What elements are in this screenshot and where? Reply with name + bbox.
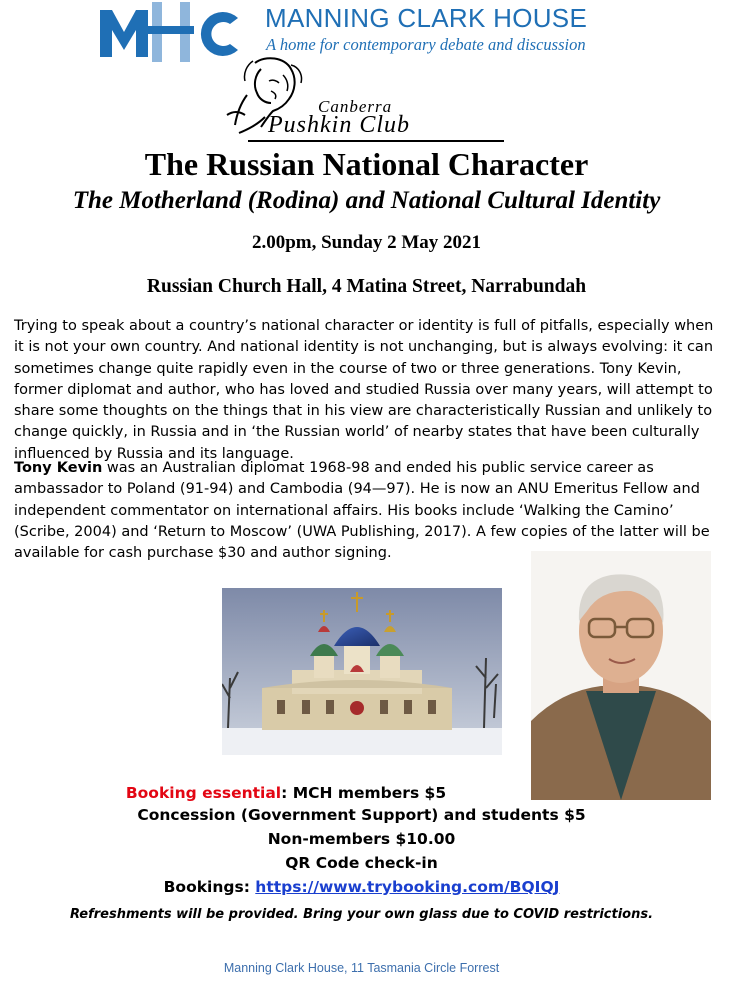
- concession-price: Concession (Government Support) and students $5: [137, 806, 586, 824]
- bookings-label: Bookings:: [163, 878, 256, 896]
- footer-address: Manning Clark House, 11 Tasmania Circle Forrest: [223, 961, 500, 975]
- booking-link[interactable]: https://www.trybooking.com/BQIQJ: [255, 878, 560, 896]
- org-name: MANNING CLARK HOUSE: [265, 3, 588, 33]
- speaker-bio-paragraph: [14, 458, 726, 564]
- event-title: The Russian National Character: [144, 146, 589, 182]
- event-venue: Russian Church Hall, 4 Matina Street, Narrabundah: [146, 276, 587, 297]
- club-name-line1: Canberra: [318, 97, 393, 116]
- description-paragraph: Trying to speak about a country’s national character or identity is full of pitfalls, especially when it is not your own country. And national identity is not unchanging, but is always evolving: it can sometimes change quite rapidly even in the course of two or three generations. Tony Kevin, former diplomat and author, who has loved and studied Russia over many years, will attempt to share some thoughts on the things that in his view are characteristically Russian and unlikely to change quickly, in Russia and in ‘the Russian world’ of nearby states that have been culturally influenced by Russia and its language.: [14, 318, 714, 462]
- event-subtitle: The Motherland (Rodina) and National Cultural Identity: [72, 187, 661, 214]
- church-photo: [222, 588, 502, 755]
- bookings-line: [0, 878, 723, 896]
- speaker-bio-text: was an Australian diplomat 1968-98 and ended his public service career as ambassador to Poland (91-94) and Cambodia (94—97). He is now an ANU Emeritus Fellow and independent commentator on international affairs. His books include ‘Walking the Camino’ (Scribe, 2004) and ‘Return to Moscow’ (UWA Publishing, 2017). A few copies of the latter will be available for cash purchase $30 and author signing.: [14, 460, 710, 562]
- booking-members-line: [0, 784, 572, 802]
- members-price: : MCH members $5: [281, 784, 447, 802]
- qr-checkin-note: QR Code check-in: [285, 854, 438, 872]
- nonmembers-price: Non-members $10.00: [267, 830, 456, 848]
- event-datetime: 2.00pm, Sunday 2 May 2021: [251, 232, 482, 253]
- refreshments-note: Refreshments will be provided. Bring your own glass due to COVID restrictions.: [69, 907, 654, 922]
- club-name-line2: Pushkin Club: [268, 112, 410, 138]
- club-underline: [248, 140, 504, 142]
- booking-essential-label: Booking essential: [125, 784, 282, 802]
- speaker-photo: [531, 551, 711, 800]
- mhc-logo: [100, 2, 240, 62]
- speaker-name: Tony Kevin: [14, 460, 103, 476]
- org-tagline: A home for contemporary debate and discussion: [266, 35, 586, 54]
